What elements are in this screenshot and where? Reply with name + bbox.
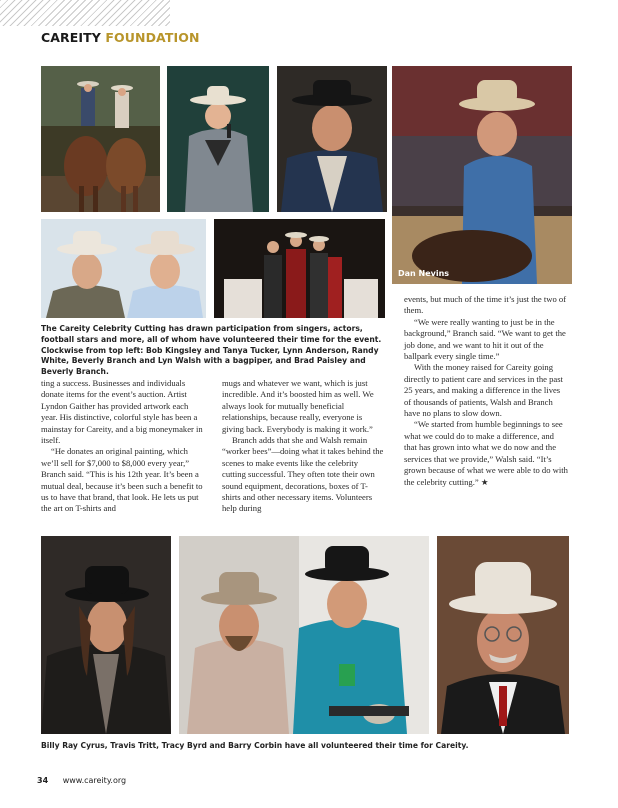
website-url: www.careity.org: [62, 776, 127, 785]
photo-caption-bottom: Billy Ray Cyrus, Travis Tritt, Tracy Byrd and Barry Corbin have all volunteered their time for Careity.: [41, 741, 469, 750]
photo-billy-ray-cyrus: [41, 536, 171, 734]
paragraph: “He donates an original painting, which we’ll sell for $7,000 to $8,000 every year,” Branch said. “This is his 12th year. It’s been a mutual deal, because it’s been such a benefit to us to have that brand, that look. He lets us put the art on T-shirts and: [41, 446, 203, 514]
article-column-3: [404, 294, 568, 488]
paragraph: ting a success. Businesses and individuals donate items for the event’s auction. Artist Lyndon Gaither has provided artwork each year. His distinctive, colorful style has been a mainstay for Careity, and a big moneymaker in itself.: [41, 378, 203, 446]
page-footer: [37, 776, 126, 785]
decorative-stripes: [0, 0, 170, 26]
paragraph: With the money raised for Careity going directly to patient care and services in the past 25 years, and making a difference in the lives of thousands of patients, Walsh and Branch have no plans to slow down.: [404, 362, 563, 419]
photo-horse-riders: [41, 66, 160, 212]
section-header: [41, 30, 200, 45]
paragraph: Branch adds that she and Walsh remain “worker bees”—doing what it takes behind the scenes to make events like the celebrity cutting successful. They often tote their own sound equipment, decorations, boxes of T-shirts and other necessary items. Volunteers help during: [222, 435, 384, 514]
paragraph: “We were really wanting to just be in the background,” Branch said. “We want to get the job done, and we want to hit it out of the ballpark every single time.”: [404, 316, 566, 362]
photo-credit: Dan Nevins: [398, 269, 450, 278]
page-number: 34: [37, 776, 49, 785]
photo-singer: [167, 66, 269, 212]
article-column-2: [222, 378, 384, 515]
photo-tritt-byrd: [179, 536, 429, 734]
photo-caption-top: The Careity Celebrity Cutting has drawn participation from singers, actors, football stars and more, all of whom have volunteered their time for the event. Clockwise from top left: Bob Kingsley and Tanya Tucker, Lynn Anderson, Randy White, Beverly Branch and Lyn Walsh with a bagpiper, and Brad Paisley and Beverly Branch.: [41, 324, 382, 377]
paragraph: “We started from humble beginnings to see what we could do to make a difference, and that has grown into what we do now and the services that we provide,” Walsh said. “It’s grown because of what we were able to do with the celebrity cutting.” ★: [404, 419, 568, 487]
paragraph: events, but much of the time it’s just the two of them.: [404, 294, 567, 316]
photo-paisley-branch: [41, 219, 206, 318]
photo-group-bagpiper: [214, 219, 385, 318]
photo-man-black-hat: [277, 66, 387, 212]
photo-barry-corbin: [437, 536, 569, 734]
header-org: CAREITY: [41, 30, 101, 45]
article-column-1: [41, 378, 203, 515]
header-section: FOUNDATION: [105, 30, 200, 45]
photo-horse-rider-arena: [392, 66, 572, 284]
paragraph: mugs and whatever we want, which is just incredible. And it’s boosted him as well. We always look for mutually beneficial relationships, because really, everyone is giving back. Everybody is making it work.”: [222, 378, 374, 434]
